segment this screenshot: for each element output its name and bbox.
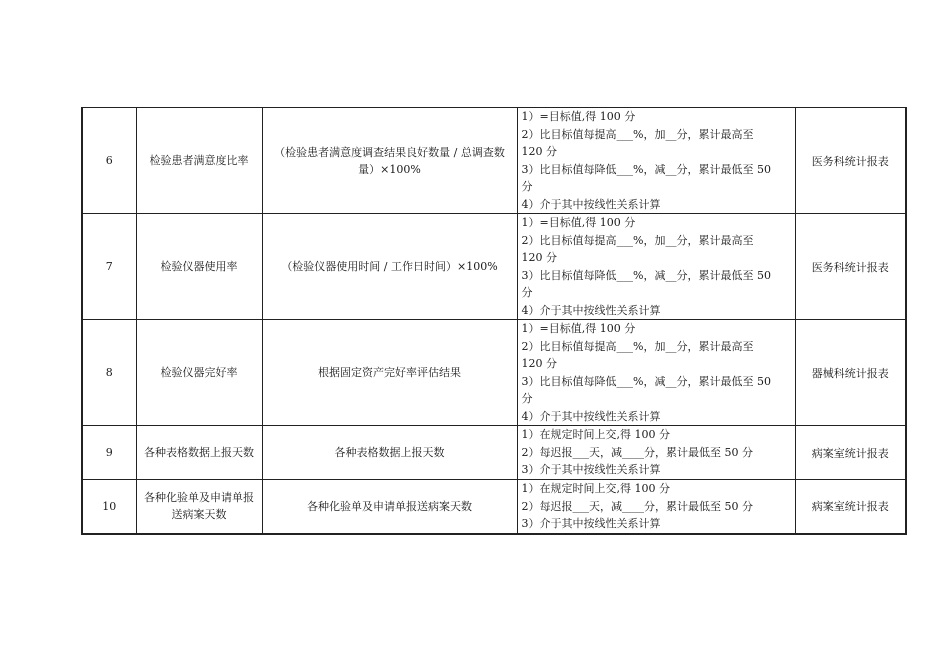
indicator-name: 各种表格数据上报天数	[136, 426, 262, 480]
row-number: 7	[82, 214, 136, 320]
row-number: 6	[82, 108, 136, 214]
data-source: 器械科统计报表	[795, 320, 906, 426]
indicator-name: 检验仪器完好率	[136, 320, 262, 426]
scoring-rule-line: 2）比目标值每提高___%，加__分，累计最高至	[521, 339, 754, 353]
indicator-formula: （检验仪器使用时间 / 工作日时间）×100%	[262, 214, 517, 320]
scoring-rule-line: 2）比目标值每提高___%，加__分，累计最高至	[521, 127, 754, 141]
scoring-rule-line: 分	[521, 392, 533, 405]
scoring-rules	[517, 480, 795, 534]
row-number: 8	[82, 320, 136, 426]
scoring-rules	[517, 108, 795, 214]
scoring-rule-line: 分	[521, 180, 533, 193]
data-source: 医务科统计报表	[795, 108, 906, 214]
row-number: 10	[82, 480, 136, 534]
scoring-rule-line: 1）在规定时间上交,得 100 分	[521, 428, 670, 442]
scoring-rule-line: 1）=目标值,得 100 分	[521, 216, 636, 229]
data-source: 病案室统计报表	[795, 426, 906, 480]
scoring-rule-line: 3）比目标值每降低___%，减__分，累计最低至 50	[521, 162, 771, 176]
scoring-rule-line: 4）介于其中按线性关系计算	[521, 409, 661, 423]
row-number: 9	[82, 426, 136, 480]
table-row	[82, 108, 906, 214]
scoring-rule-line: 3）比目标值每降低___%，减__分，累计最低至 50	[521, 374, 771, 388]
indicator-formula: （检验患者满意度调查结果良好数量 / 总调查数量）×100%	[262, 108, 517, 214]
scoring-rule-line: 2）每迟报___天，减____分，累计最低至 50 分	[521, 445, 753, 459]
scoring-rule-line: 120 分	[521, 251, 557, 264]
scoring-rule-line: 120 分	[521, 145, 557, 158]
scoring-rule-line: 4）介于其中按线性关系计算	[521, 303, 661, 317]
table-row	[82, 426, 906, 480]
table-row	[82, 320, 906, 426]
scoring-rule-line: 1）=目标值,得 100 分	[521, 110, 636, 123]
scoring-rule-line: 2）每迟报___天，减____分，累计最低至 50 分	[521, 499, 753, 513]
scoring-rule-line: 2）比目标值每提高___%，加__分，累计最高至	[521, 233, 754, 247]
scoring-rule-line: 分	[521, 286, 533, 299]
scoring-rule-line: 1）=目标值,得 100 分	[521, 322, 636, 335]
scoring-rule-line: 1）在规定时间上交,得 100 分	[521, 482, 670, 495]
scoring-rule-line: 3）介于其中按线性关系计算	[521, 463, 661, 477]
indicator-name: 检验患者满意度比率	[136, 108, 262, 214]
data-source: 病案室统计报表	[795, 480, 906, 534]
table-row	[82, 480, 906, 534]
indicator-formula: 各种表格数据上报天数	[262, 426, 517, 480]
indicator-formula: 根据固定资产完好率评估结果	[262, 320, 517, 426]
data-source: 医务科统计报表	[795, 214, 906, 320]
scoring-rule-line: 4）介于其中按线性关系计算	[521, 197, 661, 211]
scoring-rules	[517, 214, 795, 320]
scoring-rules	[517, 426, 795, 480]
indicator-name: 检验仪器使用率	[136, 214, 262, 320]
scoring-rules	[517, 320, 795, 426]
scoring-rule-line: 3）比目标值每降低___%，减__分，累计最低至 50	[521, 268, 771, 282]
scoring-rule-line: 120 分	[521, 357, 557, 370]
indicator-table-body	[82, 108, 906, 534]
scoring-rule-line: 3）介于其中按线性关系计算	[521, 517, 661, 530]
indicator-table	[81, 107, 907, 535]
indicator-name: 各种化验单及申请单报送病案天数	[136, 480, 262, 534]
table-row	[82, 214, 906, 320]
indicator-formula: 各种化验单及申请单报送病案天数	[262, 480, 517, 534]
